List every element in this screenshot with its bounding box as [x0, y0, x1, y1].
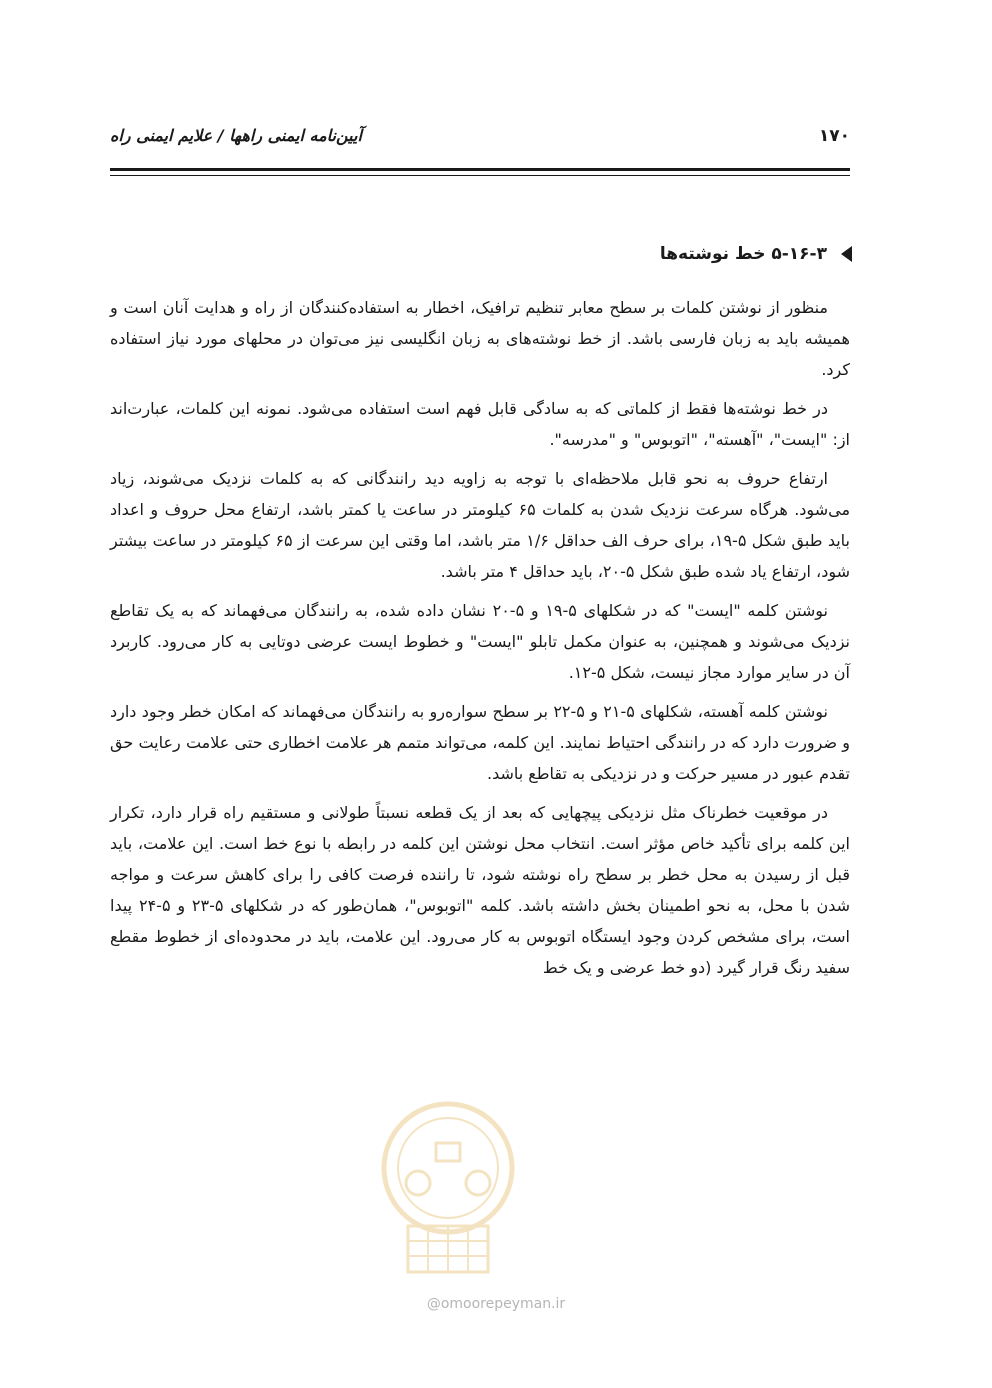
paragraph: منظور از نوشتن کلمات بر سطح معابر تنظیم ترافیک، اخطار به استفاده‌کنندگان از راه و هدایت آنان است و همیشه باید به زبان فارسی باشد. از خط نوشته‌های به زبان انگلیسی نیز می‌توان در محلهای مورد نیاز استفاده کرد. [110, 298, 850, 379]
watermark-url [0, 1296, 992, 1312]
at-icon: @ [426, 1296, 441, 1312]
paragraph: نوشتن کلمه "ایست" که در شکلهای ۵-۱۹ و ۵-۲۰ نشان داده شده، به رانندگان می‌فهماند که به یک تقاطع نزدیک می‌شوند و همچنین، به عنوان مکمل تابلو "ایست" و خطوط ایست عرضی دوتایی به کار می‌رود. کاربرد آن در سایر موارد مجاز نیست، شکل ۵-۱۲. [110, 601, 850, 682]
watermark-url-text: omoorepeyman.ir [440, 1296, 566, 1312]
page-number: ۱۷۰ [818, 126, 850, 146]
publisher-seal-icon [378, 1098, 518, 1288]
running-title: آیین‌نامه ایمنی راهها / علایم ایمنی راه [110, 126, 362, 145]
triangle-bullet-icon [841, 246, 852, 262]
paragraph: ارتفاع حروف به نحو قابل ملاحظه‌ای با توجه به زاویه دید رانندگانی که به کلمات نزدیک می‌شوند، زیاد می‌شود. هرگاه سرعت نزدیک شدن به کلمات ۶۵ کیلومتر در ساعت یا کمتر باشد، ارتفاع محل حروف و اعداد باید طبق شکل ۵-۱۹، برای حرف الف حداقل ۱/۶ متر باشد، اما وقتی این سرعت از ۶۵ کیلومتر در ساعت بیشتر شود، ارتفاع یاد شده طبق شکل ۵-۲۰، باید حداقل ۴ متر باشد. [110, 469, 851, 581]
page-header [110, 126, 850, 166]
header-rule-thin [110, 175, 850, 176]
section-heading [660, 244, 852, 264]
header-rule-thick [110, 168, 850, 171]
paragraph: نوشتن کلمه آهسته، شکلهای ۵-۲۱ و ۵-۲۲ بر سطح سواره‌رو به رانندگان می‌فهماند که امکان خطر وجود دارد و ضرورت دارد که در رانندگی احتیاط نمایند. این کلمه، می‌تواند متمم هر علامت اخطاری حتی علامت رعایت حق تقدم عبور در مسیر حرکت و در نزدیکی به تقاطع باشد. [110, 702, 850, 783]
section-heading-text: ۵-۱۶-۳ خط نوشته‌ها [659, 244, 827, 264]
paragraph: در موقعیت خطرناک مثل نزدیکی پیچهایی که بعد از یک قطعه نسبتاً طولانی و مستقیم راه قرار دارد، تکرار این کلمه برای تأکید خاص مؤثر است. انتخاب محل نوشتن این کلمه در رابطه با نوع خط است. این علامت، باید قبل از رسیدن به محل خطر بر سطح راه نوشته شود، تا راننده فرصت کافی را برای کاهش سرعت و مواجه شدن با محل، به نحو اطمینان بخش داشته باشد. کلمه "اتوبوس"، همان‌طور که در شکلهای ۵-۲۳ و ۵-۲۴ پیدا است، برای مشخص کردن وجود ایستگاه اتوبوس به کار می‌رود. این علامت، باید در محدوده‌ای از خطوط مقطع سفید رنگ قرار گیرد (دو خط عرضی و یک خط [110, 803, 851, 977]
body-text [110, 292, 850, 991]
paragraph: در خط نوشته‌ها فقط از کلماتی که به سادگی قابل فهم است استفاده می‌شود. نمونه این کلمات، عبارت‌اند از: "ایست"، "آهسته"، "اتوبوس" و "مدرسه". [110, 399, 850, 449]
